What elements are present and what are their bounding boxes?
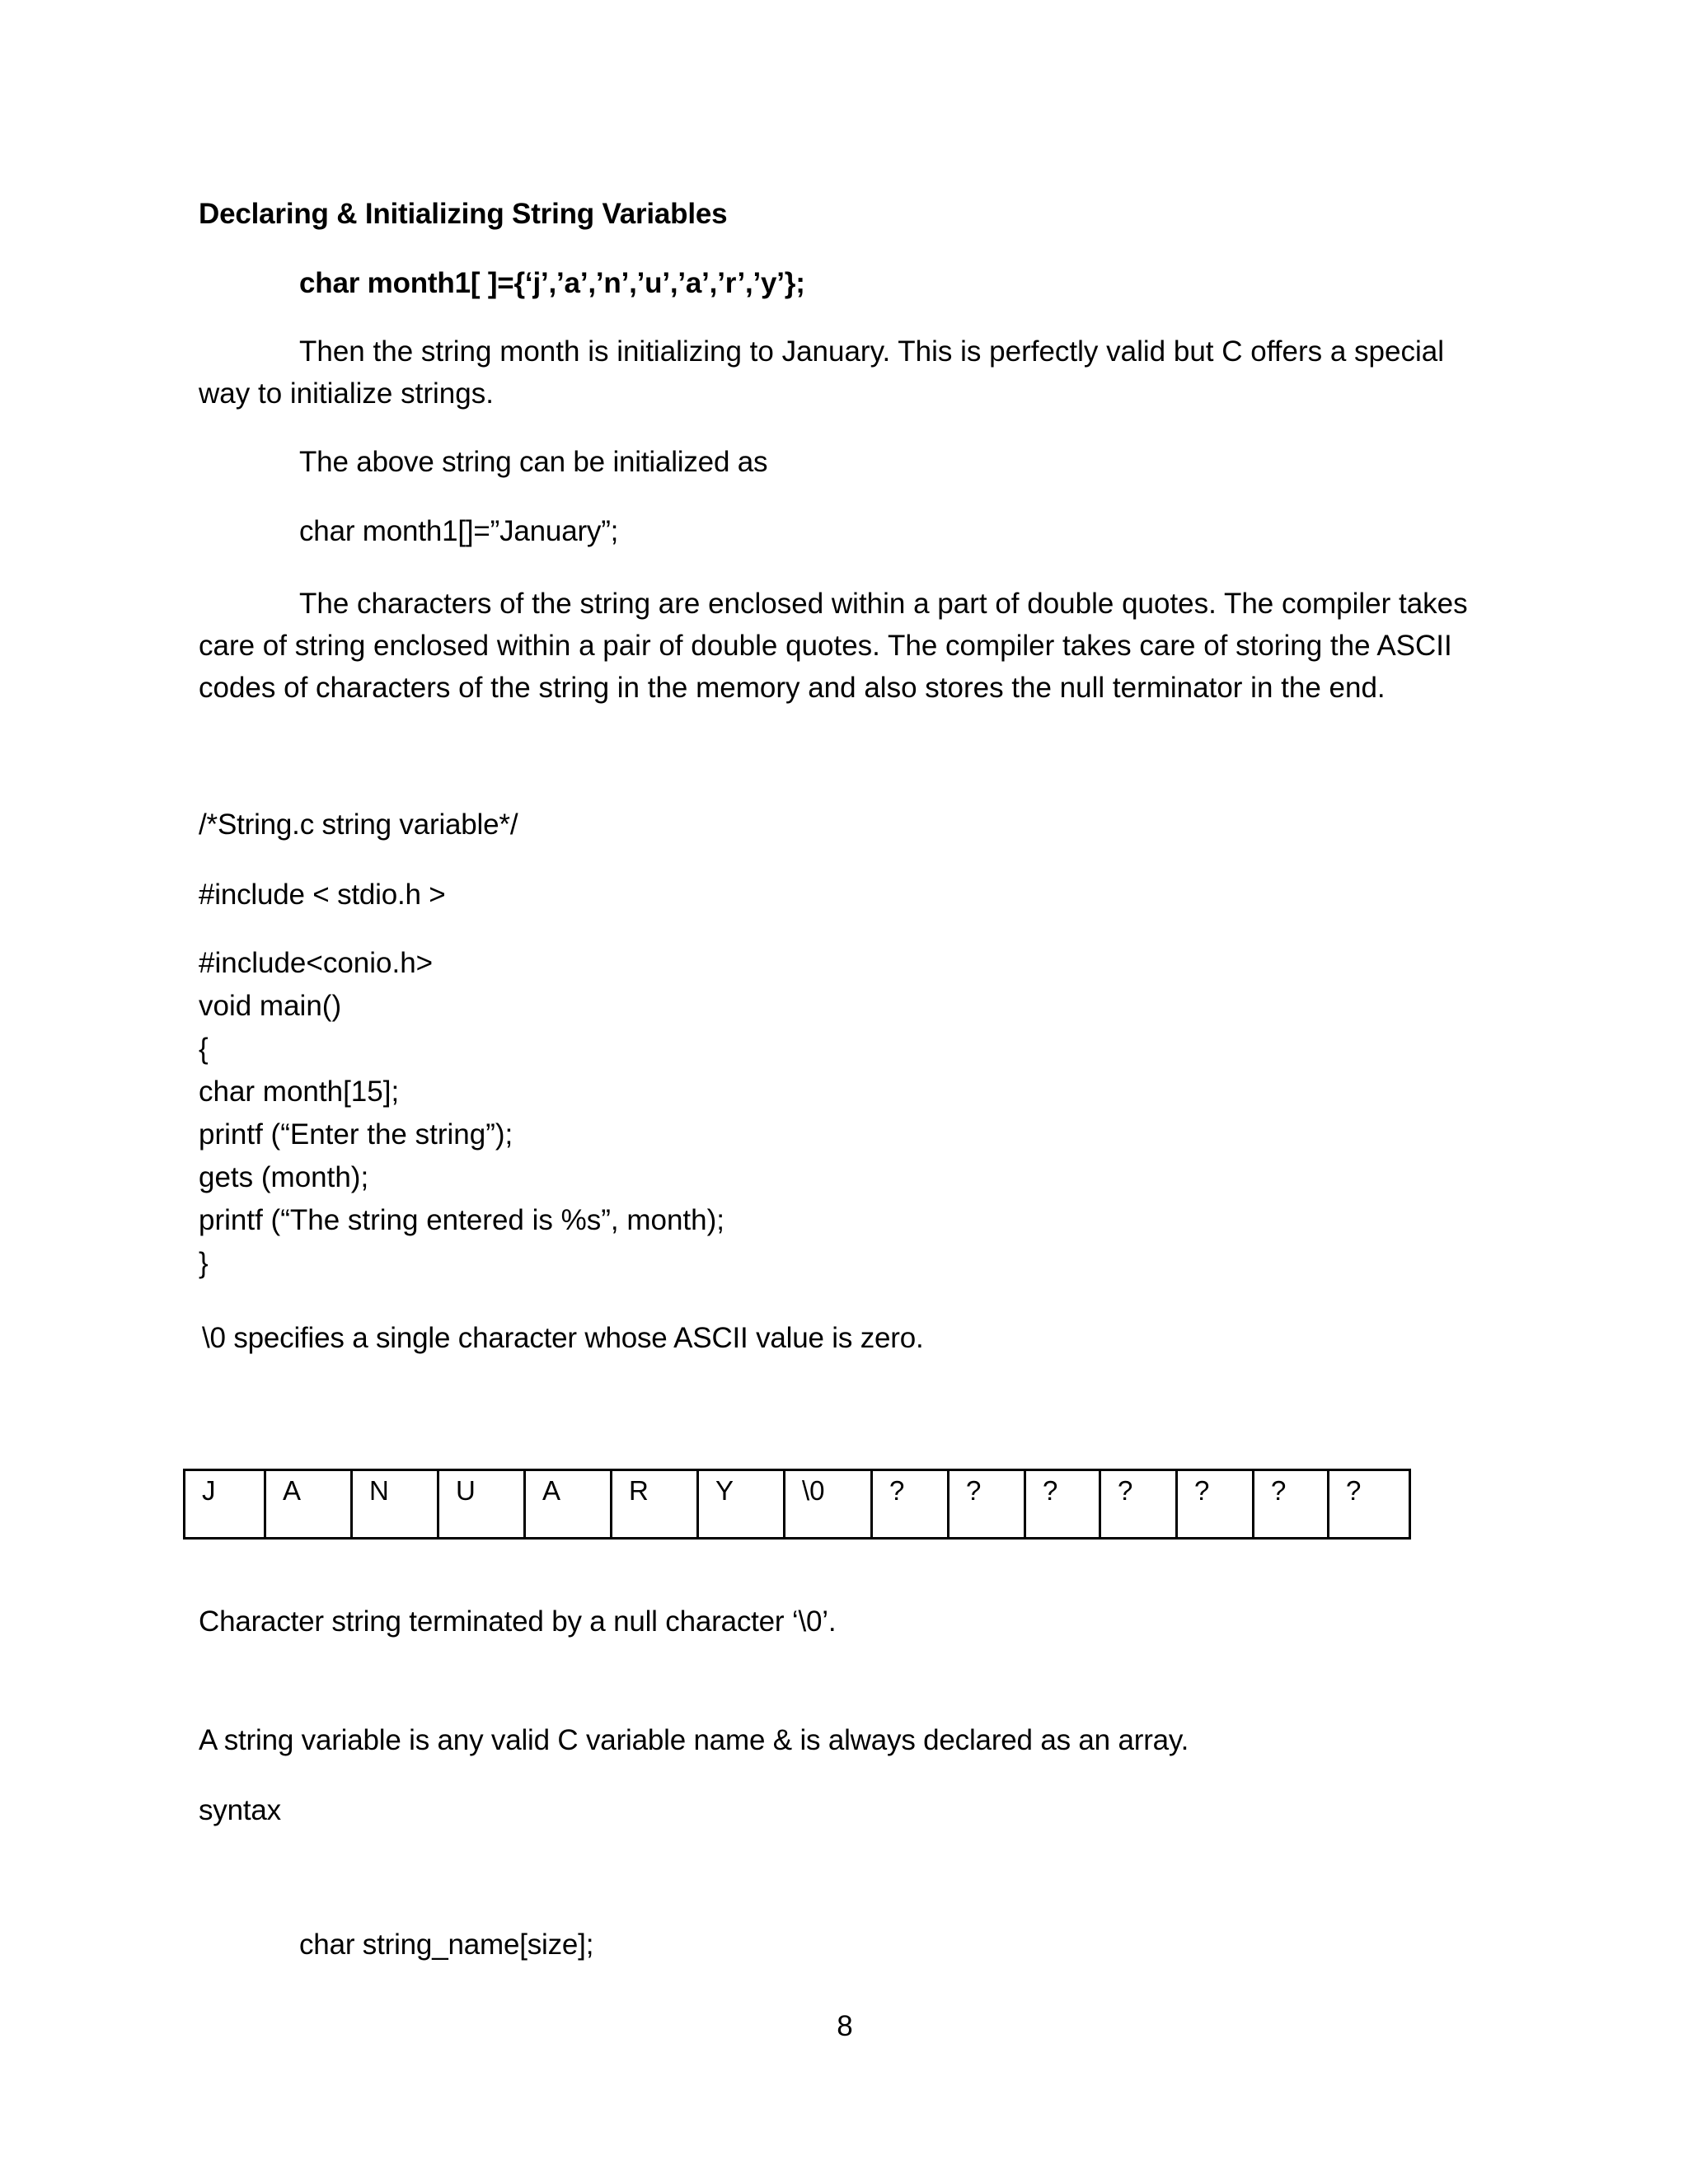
syntax-code: char string_name[size];: [299, 1929, 594, 1961]
array-cell-unused: ?: [949, 1470, 1025, 1539]
array-cell-unused: ?: [1177, 1470, 1254, 1539]
character-array-row: [185, 1470, 1410, 1539]
section-heading: Declaring & Initializing String Variables: [199, 198, 728, 230]
array-cell: Y: [698, 1470, 785, 1539]
array-caption: Character string terminated by a null character ‘\0’.: [199, 1605, 837, 1638]
array-cell-unused: ?: [1100, 1470, 1177, 1539]
array-cell-unused: ?: [1025, 1470, 1100, 1539]
array-cell-unused: ?: [872, 1470, 949, 1539]
include-stdio-line: #include < stdio.h >: [199, 879, 446, 911]
alternate-initialization-code: char month1[]=”January”;: [299, 515, 619, 547]
paragraph-string-initialization: Then the string month is initializing to January. This is perfectly valid but C offers a special way to initialize strings.: [199, 335, 1444, 410]
null-character-note: \0 specifies a single character whose ASCII value is zero.: [202, 1322, 924, 1354]
array-cell: J: [185, 1470, 265, 1539]
array-cell: N: [352, 1470, 438, 1539]
array-cell-unused: ?: [1329, 1470, 1410, 1539]
array-cell-null-terminator: \0: [785, 1470, 872, 1539]
array-cell: U: [438, 1470, 525, 1539]
array-cell: A: [525, 1470, 612, 1539]
code-block: #include<conio.h> void main() { char month[15]; printf (“Enter the string”); gets (month); printf (“The string entered is %s”, month); }: [199, 947, 724, 1279]
declaration-code-line: char month1[ ]={‘j’,’a’,’n’,’u’,’a’,’r’,’y’};: [299, 267, 805, 299]
string-variable-note: A string variable is any valid C variable name & is always declared as an array.: [199, 1724, 1189, 1756]
syntax-label: syntax: [199, 1794, 281, 1826]
array-cell-unused: ?: [1254, 1470, 1329, 1539]
array-cell: R: [612, 1470, 698, 1539]
code-comment: /*String.c string variable*/: [199, 808, 518, 841]
page-number: 8: [837, 2010, 853, 2042]
paragraph-double-quotes: The characters of the string are enclosed within a part of double quotes. The compiler takes care of string enclosed within a pair of double quotes. The compiler takes care of storing the ASCII codes of characters of the string in the memory and also stores the null terminator in the end.: [199, 588, 1468, 704]
character-array-table: [183, 1469, 1411, 1540]
array-cell: A: [265, 1470, 352, 1539]
alternate-initialization-intro: The above string can be initialized as: [299, 446, 768, 478]
